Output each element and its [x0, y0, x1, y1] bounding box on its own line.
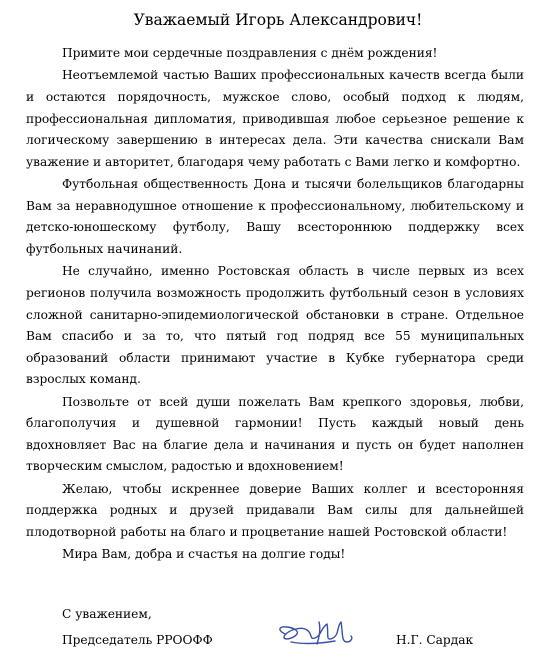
- paragraph-wishes: Позвольте от всей души пожелать Вам крепкого здоровья, любви, благополучия и душевной гармонии! Пусть каждый новый день вдохновляет Вас на благие дела и начинания и пусть он будет наполнен творческим смыслом, радостью и вдохновением!: [26, 394, 524, 474]
- paragraph-season: Не случайно, именно Ростовская область в числе первых из всех регионов получила возможность продолжить футбольный сезон в условиях сложной санитарно-эпидемиологической обстановки в стране. Отдельное Вам спасибо и за то, что пятый год подряд все 55 муниципальных образований области принимают участие в Кубке губернатора среди взрослых команд.: [26, 264, 524, 387]
- closing-regards: С уважением,: [62, 607, 152, 621]
- closing-name: Н.Г. Сардак: [396, 633, 474, 647]
- paragraph-congratulation: Примите мои сердечные поздравления с днём рождения!: [62, 46, 438, 60]
- paragraph-support: Желаю, чтобы искреннее доверие Ваших коллег и всесторонняя поддержка родных и друзей придавали Вам силы для дальнейшей плодотворной работы на благо и процветание нашей Ростовской области!: [26, 481, 524, 540]
- paragraph-gratitude: Футбольная общественность Дона и тысячи болельщиков благодарны Вам за неравнодушное отношение к профессиональному, любительскому и детско-юношескому футболу, Вашу всестороннюю поддержку всех футбольных начинаний.: [26, 177, 524, 256]
- closing-position: Председатель РРООФФ: [62, 633, 213, 647]
- paragraph-qualities: Неотъемлемой частью Ваших профессиональных качеств всегда были и остаются порядочность, мужское слово, особый подход к людям, профессиональная дипломатия, приводившая любое серьезное решение к логическому завершению в интересах дела. Эти качества снискали Вам уважение и авторитет, благодаря чему работать с Вами легко и комфортно.: [26, 68, 524, 169]
- signature-image: [255, 608, 365, 658]
- paragraph-peace: Мира Вам, добра и счастья на долгие годы!: [62, 547, 346, 562]
- letter-greeting: Уважаемый Игорь Александрович!: [133, 11, 423, 29]
- letter: [26, 0, 524, 567]
